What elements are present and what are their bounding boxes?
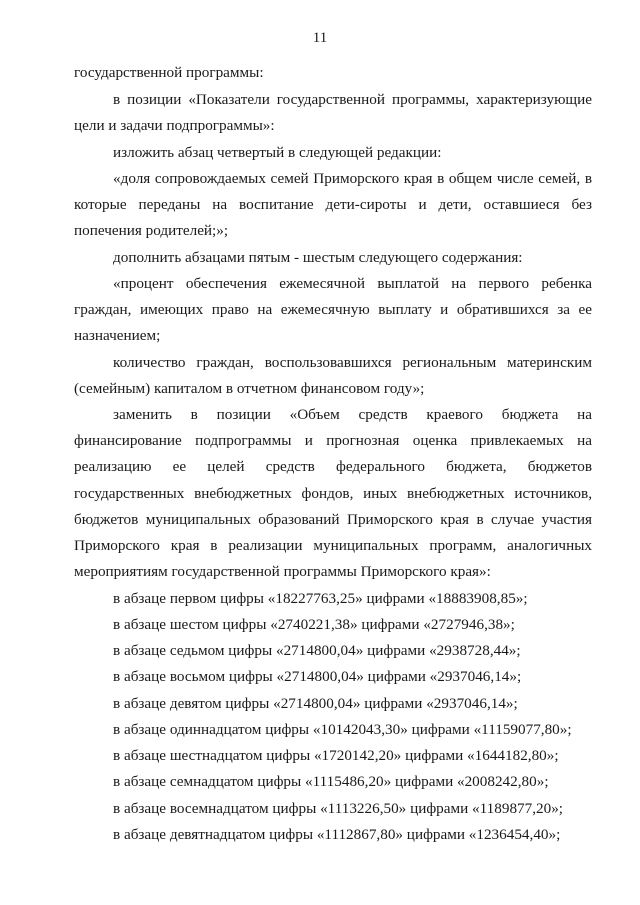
text-line: реализацию ее целей средств федерального бюджета, бюджетов	[74, 458, 592, 475]
text-line: количество граждан, воспользовавшихся региональным материнским	[113, 354, 592, 371]
text-line: в позиции «Показатели государственной программы, характеризующие	[113, 91, 592, 108]
text-line: в абзаце девятнадцатом цифры «1112867,80» цифрами «1236454,40»;	[113, 826, 561, 843]
text-line: бюджетов муниципальных образований Приморского края в случае участия	[74, 511, 592, 528]
text-line: мероприятиям государственной программы Приморского края»:	[74, 563, 491, 580]
text-line: заменить в позиции «Объем средств краевого бюджета на	[113, 406, 592, 423]
text-line: попечения родителей;»;	[74, 222, 229, 239]
text-line: в абзаце одиннадцатом цифры «10142043,30» цифрами «11159077,80»;	[113, 721, 572, 738]
text-line: цели и задачи подпрограммы»:	[74, 117, 275, 134]
text-line: в абзаце семнадцатом цифры «1115486,20» цифрами «2008242,80»;	[113, 773, 549, 790]
text-line: в абзаце седьмом цифры «2714800,04» цифрами «2938728,44»;	[113, 642, 521, 659]
text-line: изложить абзац четвертый в следующей редакции:	[113, 144, 442, 161]
page-number: 11	[312, 30, 328, 46]
text-line: в абзаце шестнадцатом цифры «1720142,20» цифрами «1644182,80»;	[113, 747, 559, 764]
text-line: в абзаце восьмом цифры «2714800,04» цифрами «2937046,14»;	[113, 668, 522, 685]
text-line: которые переданы на воспитание дети-сироты и дети, оставшиеся без	[74, 196, 592, 213]
text-line: финансирование подпрограммы и прогнозная оценка привлекаемых на	[74, 432, 592, 449]
text-line: «доля сопровождаемых семей Приморского края в общем числе семей, в	[113, 170, 592, 187]
text-line: (семейным) капиталом в отчетном финансовом году»;	[74, 380, 425, 397]
text-line: в абзаце девятом цифры «2714800,04» цифрами «2937046,14»;	[113, 695, 518, 712]
text-line: в абзаце шестом цифры «2740221,38» цифрами «2727946,38»;	[113, 616, 515, 633]
text-line: в абзаце восемнадцатом цифры «1113226,50» цифрами «1189877,20»;	[113, 800, 564, 817]
text-line: назначением;	[74, 327, 161, 344]
text-line: государственной программы:	[74, 64, 264, 81]
text-line: государственных внебюджетных фондов, иных внебюджетных источников,	[74, 485, 592, 502]
text-line: дополнить абзацами пятым - шестым следующего содержания:	[113, 249, 523, 266]
text-line: Приморского края в реализации муниципальных программ, аналогичных	[74, 537, 592, 554]
text-line: «процент обеспечения ежемесячной выплатой на первого ребенка	[113, 275, 592, 292]
text-line: в абзаце первом цифры «18227763,25» цифрами «18883908,85»;	[113, 590, 528, 607]
text-line: граждан, имеющих право на ежемесячную выплату и обратившихся за ее	[74, 301, 592, 318]
